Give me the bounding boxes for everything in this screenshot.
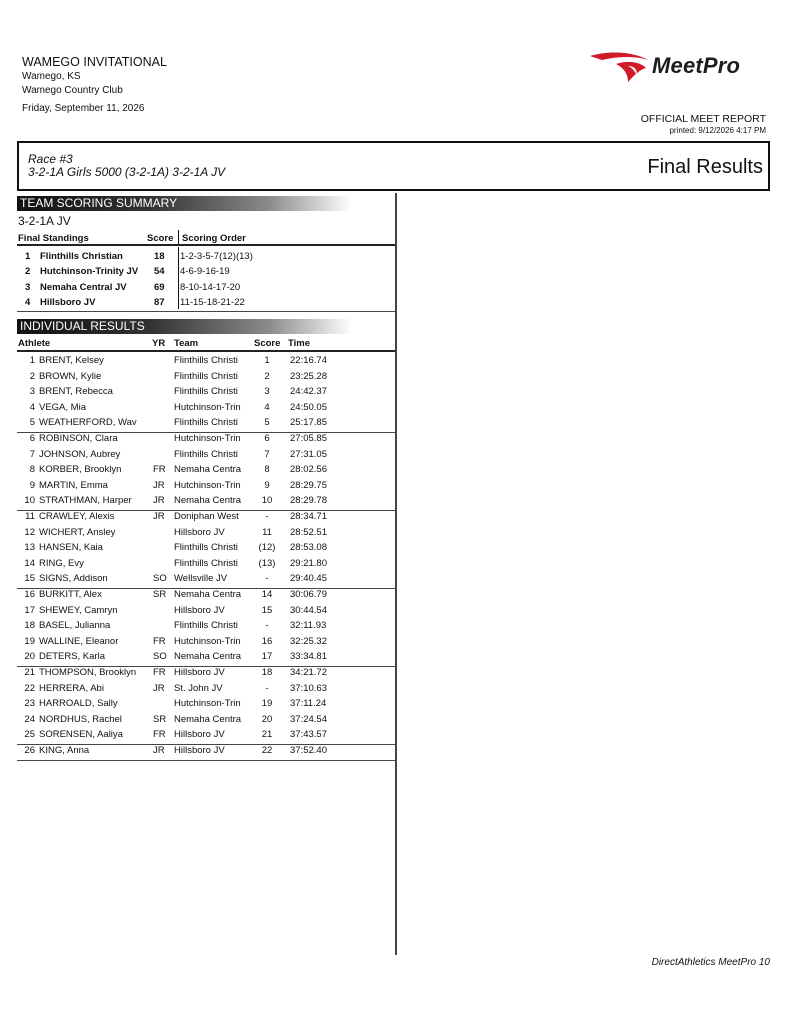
athlete-name: STRATHMAN, Harper: [39, 495, 132, 507]
athlete-time: 37:24.54: [290, 713, 327, 725]
meet-name: WAMEGO INVITATIONAL: [22, 55, 167, 69]
athlete-team: Flinthills Christi: [174, 386, 238, 398]
athlete-team: Hillsboro JV: [174, 667, 225, 678]
athlete-team: Nemaha Centra: [174, 495, 242, 507]
athlete-place: 9: [29, 479, 35, 491]
athlete-score: 19: [261, 698, 273, 710]
athlete-name: RING, Evy: [39, 557, 84, 569]
team-score: 18: [154, 251, 165, 262]
result-row: [17, 527, 395, 543]
athlete-score: 3: [264, 386, 270, 398]
athlete-year: JR: [153, 745, 165, 756]
athlete-name: SIGNS, Addison: [39, 573, 108, 585]
athlete-name: VEGA, Mia: [39, 401, 86, 413]
athlete-place: 26: [24, 745, 35, 756]
athlete-time: 23:25.28: [290, 370, 327, 382]
athlete-place: 16: [24, 589, 35, 600]
athlete-time: 30:06.79: [290, 589, 327, 600]
athlete-team: Hutchinson-Trin: [174, 479, 241, 491]
team-scoring-summary-bar: [17, 196, 352, 211]
report-title: OFFICIAL MEET REPORT: [640, 113, 766, 125]
athlete-place: 2: [29, 370, 35, 382]
athlete-team: Hillsboro JV: [174, 729, 225, 741]
athlete-team: Flinthills Christi: [174, 417, 238, 429]
athlete-team: Flinthills Christi: [174, 370, 238, 382]
athlete-time: 25:17.85: [290, 417, 327, 429]
athlete-score: -: [265, 682, 269, 694]
athlete-place: 4: [29, 401, 35, 413]
athlete-place: 22: [24, 682, 35, 694]
team-score-header: Score: [147, 233, 174, 244]
column-divider: [395, 193, 397, 955]
athlete-team: Hutchinson-Trin: [174, 401, 241, 413]
athlete-score: 16: [261, 635, 273, 647]
team-scoring-summary-label: TEAM SCORING SUMMARY: [20, 196, 178, 210]
athlete-time: 28:53.08: [290, 542, 327, 554]
athlete-score: (13): [258, 557, 276, 569]
athlete-year: SR: [153, 589, 167, 600]
athlete-name: BRENT, Rebecca: [39, 386, 113, 398]
athlete-time: 28:29.75: [290, 479, 327, 491]
athlete-score: 2: [264, 370, 270, 382]
athlete-score: 22: [261, 745, 273, 756]
team-header-rule: [17, 244, 395, 246]
team-row: [17, 282, 395, 297]
athlete-team: Hillsboro JV: [174, 526, 225, 538]
athlete-name: KORBER, Brooklyn: [39, 464, 122, 476]
athlete-score: 9: [264, 479, 270, 491]
race-number: Race #3: [28, 152, 73, 166]
result-row: [17, 433, 395, 449]
team-name: Nemaha Central JV: [40, 281, 127, 293]
scoring-order: 8-10-14-17-20: [180, 281, 241, 293]
result-row: [17, 745, 395, 761]
result-row: [17, 636, 395, 652]
athlete-time: 28:02.56: [290, 464, 327, 476]
athlete-name: MARTIN, Emma: [39, 479, 108, 491]
athlete-name: JOHNSON, Aubrey: [39, 448, 121, 460]
athlete-name: HARROALD, Sally: [39, 698, 118, 710]
athlete-year: FR: [153, 729, 166, 741]
athlete-time: 37:52.40: [290, 745, 327, 756]
athlete-place: 15: [24, 573, 35, 585]
athlete-place: 14: [24, 557, 35, 569]
athlete-place: 8: [29, 464, 35, 476]
scoring-order-header: Scoring Order: [182, 233, 246, 244]
result-row: [17, 386, 395, 402]
athlete-time: 27:05.85: [290, 433, 327, 444]
athlete-team: Nemaha Centra: [174, 464, 242, 476]
athlete-time: 24:50.05: [290, 401, 327, 413]
athlete-year: SO: [153, 573, 167, 585]
team-bottom-rule: [17, 311, 395, 312]
athlete-year: FR: [153, 667, 166, 678]
athlete-year: JR: [153, 479, 165, 491]
athlete-score: 18: [261, 667, 273, 678]
athlete-place: 7: [29, 448, 35, 460]
athlete-score: -: [265, 620, 269, 632]
athlete-score: -: [265, 573, 269, 585]
team-score: 87: [154, 296, 165, 308]
result-row: [17, 355, 395, 371]
athlete-team: Flinthills Christi: [174, 355, 238, 366]
result-row: [17, 683, 395, 699]
athlete-score: 10: [261, 495, 273, 507]
result-row: [17, 605, 395, 621]
athlete-name: NORDHUS, Rachel: [39, 713, 122, 725]
athlete-name: SORENSEN, Aaliya: [39, 729, 123, 741]
athlete-name: KING, Anna: [39, 745, 90, 756]
result-row: [17, 480, 395, 496]
athlete-time: 37:43.57: [290, 729, 327, 741]
athlete-score: -: [265, 511, 269, 522]
athlete-name: WEATHERFORD, Wav: [39, 417, 137, 429]
result-row: [17, 449, 395, 465]
result-row: [17, 371, 395, 387]
athlete-name: ROBINSON, Clara: [39, 433, 118, 444]
meet-date: Friday, September 11, 2026: [22, 103, 145, 114]
athlete-place: 11: [25, 511, 35, 522]
athlete-time: 32:11.93: [290, 620, 327, 632]
software-footer: DirectAthletics MeetPro 10: [651, 957, 770, 968]
athlete-name: BURKITT, Alex: [39, 589, 102, 600]
athlete-place: 24: [24, 713, 35, 725]
scoring-order: 4-6-9-16-19: [180, 266, 230, 278]
athlete-score: 21: [261, 729, 273, 741]
athlete-year: FR: [153, 635, 166, 647]
athlete-name: BASEL, Julianna: [39, 620, 111, 632]
athlete-score: 17: [261, 651, 273, 663]
athlete-team: Hillsboro JV: [174, 604, 225, 616]
team-score: 54: [154, 266, 165, 278]
team-row: [17, 251, 395, 266]
athlete-score: 1: [264, 355, 270, 366]
athlete-time: 28:52.51: [290, 526, 327, 538]
year-header: YR: [152, 338, 166, 349]
results-status: Final Results: [647, 156, 763, 178]
athlete-score: 7: [264, 448, 270, 460]
scoring-order: 11-15-18-21-22: [180, 296, 245, 308]
athlete-time: 29:21.80: [290, 557, 327, 569]
team-place: 1: [25, 251, 31, 262]
athlete-year: JR: [153, 682, 165, 694]
athlete-place: 19: [24, 635, 35, 647]
athlete-name: BRENT, Kelsey: [39, 355, 104, 366]
athlete-name: WALLINE, Eleanor: [39, 635, 119, 647]
team-header-separator: [178, 230, 179, 244]
athlete-name: THOMPSON, Brooklyn: [39, 667, 137, 678]
athlete-name: BROWN, Kylie: [39, 370, 102, 382]
team-name: Hutchinson-Trinity JV: [40, 266, 139, 278]
athlete-place: 23: [24, 698, 35, 710]
athlete-name: WICHERT, Ansley: [39, 526, 116, 538]
athlete-score: (12): [258, 542, 276, 554]
athlete-time: 34:21.72: [290, 667, 327, 678]
athlete-score: 8: [264, 464, 270, 476]
athlete-team: Flinthills Christi: [174, 620, 238, 632]
result-row: [17, 573, 395, 589]
athlete-header: Athlete: [18, 338, 51, 349]
athlete-team: St. John JV: [174, 682, 223, 694]
athlete-year: JR: [153, 511, 165, 522]
athlete-name: CRAWLEY, Alexis: [39, 511, 115, 522]
athlete-place: 13: [24, 542, 35, 554]
athlete-place: 5: [29, 417, 35, 429]
score-header: Score: [254, 338, 281, 349]
athlete-score: 20: [261, 713, 273, 725]
athlete-time: 30:44.54: [290, 604, 327, 616]
athlete-place: 3: [29, 386, 35, 398]
athlete-place: 12: [24, 526, 35, 538]
athlete-team: Nemaha Centra: [174, 651, 242, 663]
result-row: [17, 651, 395, 667]
athlete-team: Hutchinson-Trin: [174, 433, 241, 444]
printed-timestamp: printed: 9/12/2026 4:17 PM: [669, 126, 766, 135]
athlete-time: 22:16.74: [290, 355, 327, 366]
athlete-team: Doniphan West: [174, 511, 239, 522]
team-header: Team: [174, 338, 199, 349]
athlete-score: 11: [262, 526, 272, 538]
athlete-name: DETERS, Karla: [39, 651, 105, 663]
team-row: [17, 266, 395, 281]
athlete-time: 37:10.63: [290, 682, 327, 694]
athlete-place: 20: [24, 651, 35, 663]
team-place: 2: [25, 266, 31, 278]
team-place: 4: [25, 296, 31, 308]
team-name: Flinthills Christian: [40, 251, 123, 262]
athlete-time: 27:31.05: [290, 448, 327, 460]
result-row: [17, 542, 395, 558]
result-row: [17, 698, 395, 714]
athlete-team: Flinthills Christi: [174, 557, 238, 569]
athlete-score: 14: [261, 589, 273, 600]
final-standings-header: Final Standings: [18, 233, 89, 244]
team-score: 69: [154, 281, 165, 293]
athlete-year: SR: [153, 713, 167, 725]
athlete-score: 6: [264, 433, 270, 444]
result-row: [17, 589, 395, 605]
athlete-time: 24:42.37: [290, 386, 327, 398]
team-row: [17, 297, 395, 312]
athlete-team: Flinthills Christi: [174, 542, 238, 554]
result-row: [17, 417, 395, 433]
athlete-place: 10: [24, 495, 35, 507]
athlete-team: Hutchinson-Trin: [174, 635, 241, 647]
scoring-order: 1-2-3-5-7(12)(13): [180, 251, 253, 262]
group-rule: [17, 760, 395, 761]
result-row: [17, 511, 395, 527]
athlete-year: JR: [153, 495, 165, 507]
athlete-team: Nemaha Centra: [174, 713, 242, 725]
athlete-place: 25: [24, 729, 35, 741]
meet-city: Wamego, KS: [22, 71, 81, 82]
result-row: [17, 667, 395, 683]
athlete-time: 29:40.45: [290, 573, 327, 585]
athlete-year: SO: [153, 651, 167, 663]
result-row: [17, 495, 395, 511]
meetpro-logo-text: MeetPro: [652, 53, 741, 78]
meetpro-logo: [588, 50, 773, 86]
athlete-time: 32:25.32: [290, 635, 327, 647]
division-title: 3-2-1A JV: [18, 214, 71, 228]
team-place: 3: [25, 281, 31, 293]
athlete-place: 1: [29, 355, 35, 366]
time-header: Time: [288, 338, 311, 349]
result-row: [17, 464, 395, 480]
individual-results-label: INDIVIDUAL RESULTS: [20, 319, 145, 333]
athlete-time: 28:29.78: [290, 495, 327, 507]
result-row: [17, 402, 395, 418]
athlete-name: SHEWEY, Camryn: [39, 604, 118, 616]
athlete-time: 33:34.81: [290, 651, 327, 663]
athlete-place: 18: [24, 620, 35, 632]
athlete-team: Wellsville JV: [174, 573, 228, 585]
athlete-team: Nemaha Centra: [174, 589, 242, 600]
athlete-score: 4: [264, 401, 270, 413]
race-title: 3-2-1A Girls 5000 (3-2-1A) 3-2-1A JV: [28, 165, 226, 179]
athlete-score: 15: [261, 604, 273, 616]
individual-results-bar: [17, 319, 352, 334]
athlete-team: Flinthills Christi: [174, 448, 238, 460]
result-row: [17, 729, 395, 745]
athlete-name: HERRERA, Abi: [39, 682, 104, 694]
meetpro-swoosh-icon: [588, 50, 652, 86]
athlete-team: Hutchinson-Trin: [174, 698, 241, 710]
team-name: Hillsboro JV: [40, 296, 96, 308]
athlete-place: 21: [24, 667, 35, 678]
result-row: [17, 620, 395, 636]
individual-header-rule: [17, 350, 395, 352]
athlete-score: 5: [264, 417, 270, 429]
athlete-year: FR: [153, 464, 166, 476]
result-row: [17, 558, 395, 574]
meet-venue: Wamego Country Club: [22, 85, 123, 96]
athlete-time: 28:34.71: [290, 511, 327, 522]
result-row: [17, 714, 395, 730]
athlete-team: Hillsboro JV: [174, 745, 225, 756]
athlete-time: 37:11.24: [290, 698, 327, 710]
athlete-name: HANSEN, Kaia: [39, 542, 103, 554]
athlete-place: 6: [29, 433, 35, 444]
athlete-place: 17: [24, 604, 35, 616]
